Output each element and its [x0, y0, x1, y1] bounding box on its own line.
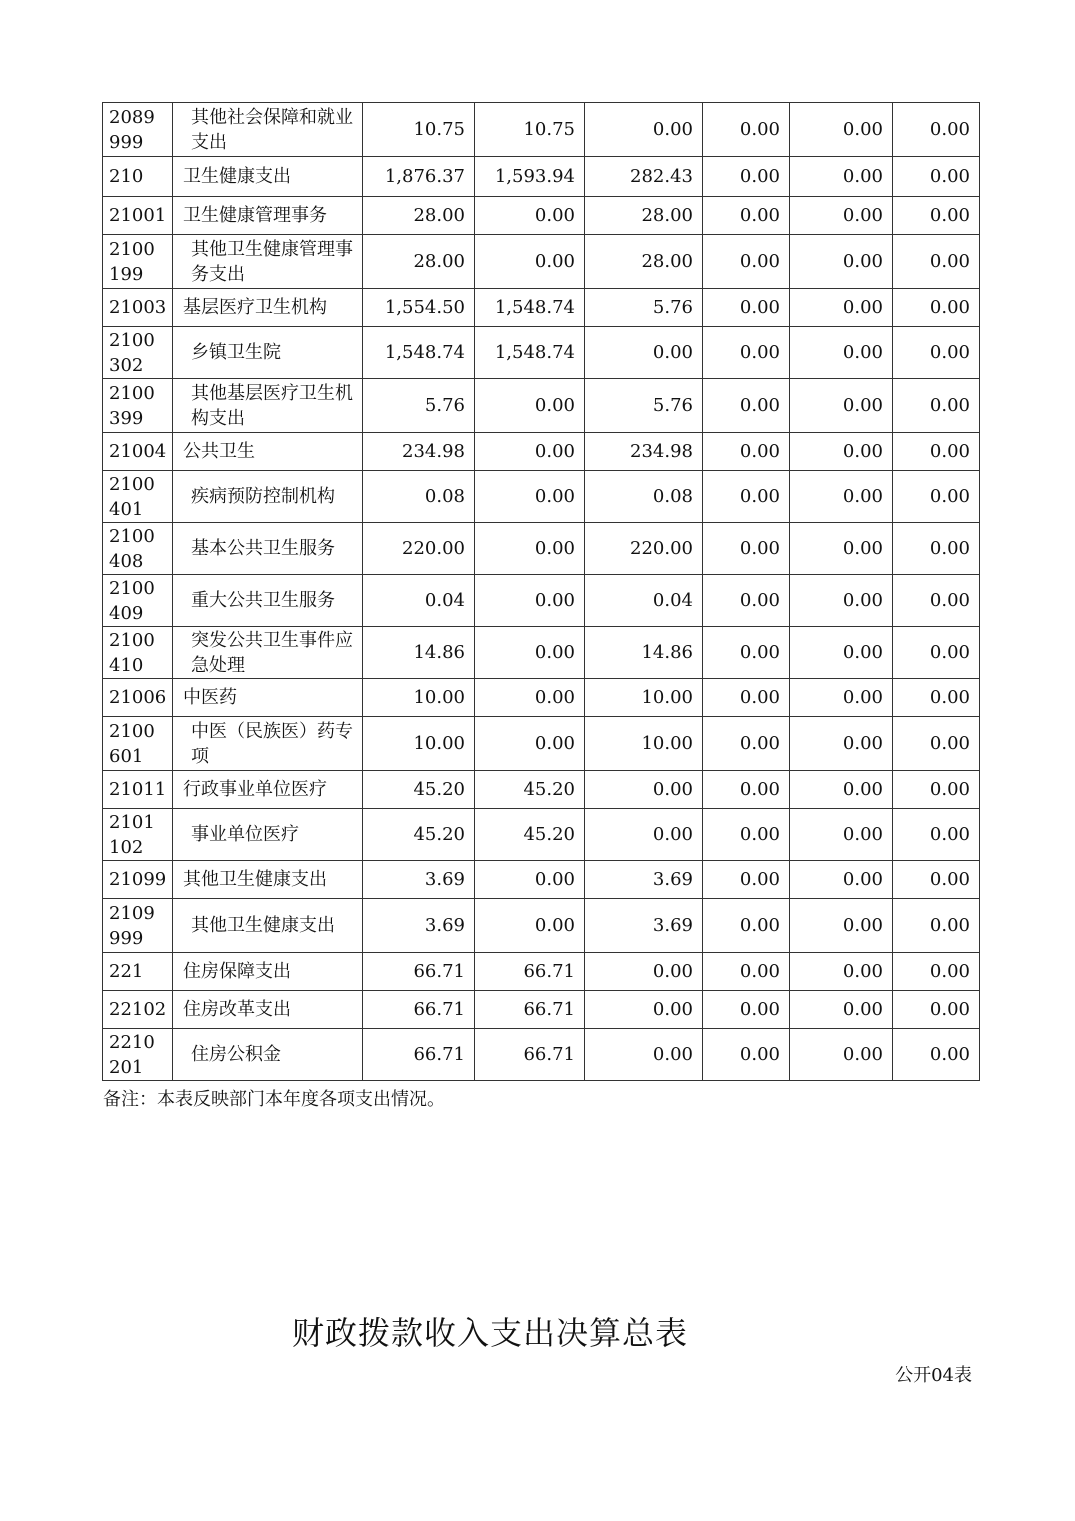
- row-value: 0.00: [703, 899, 790, 953]
- row-value: 0.00: [790, 433, 893, 471]
- row-value: 0.00: [893, 235, 980, 289]
- row-value: 66.71: [363, 991, 475, 1029]
- row-value: 0.00: [475, 575, 585, 627]
- expenditure-table: [102, 102, 980, 1081]
- row-name: 其他卫生健康管理事务支出: [173, 235, 363, 289]
- row-value: 0.00: [703, 327, 790, 379]
- row-value: 28.00: [363, 197, 475, 235]
- row-value: 0.00: [790, 1029, 893, 1081]
- row-value: 1,548.74: [475, 327, 585, 379]
- row-code: 22102: [103, 991, 173, 1029]
- table-row: [103, 679, 980, 717]
- row-value: 0.00: [893, 627, 980, 679]
- row-value: 0.00: [893, 379, 980, 433]
- row-value: 0.00: [790, 197, 893, 235]
- row-value: 0.00: [790, 899, 893, 953]
- row-code: 2100302: [103, 327, 173, 379]
- row-value: 0.00: [790, 471, 893, 523]
- row-value: 45.20: [363, 771, 475, 809]
- row-value: 0.00: [585, 103, 703, 157]
- row-code: 21099: [103, 861, 173, 899]
- row-name: 基本公共卫生服务: [173, 523, 363, 575]
- row-code: 21004: [103, 433, 173, 471]
- row-value: 0.00: [790, 679, 893, 717]
- row-value: 0.00: [475, 433, 585, 471]
- table-row: [103, 809, 980, 861]
- row-name: 疾病预防控制机构: [173, 471, 363, 523]
- row-name: 住房公积金: [173, 1029, 363, 1081]
- row-value: 0.00: [703, 627, 790, 679]
- row-value: 0.00: [893, 899, 980, 953]
- table-row: [103, 379, 980, 433]
- table-note: 备注：本表反映部门本年度各项支出情况。: [103, 1089, 445, 1110]
- row-value: 0.00: [585, 809, 703, 861]
- row-value: 0.00: [790, 991, 893, 1029]
- row-value: 0.00: [585, 327, 703, 379]
- row-value: 1,593.94: [475, 157, 585, 197]
- row-value: 0.00: [893, 953, 980, 991]
- row-value: 0.00: [790, 523, 893, 575]
- row-code: 2100399: [103, 379, 173, 433]
- row-code: 2100401: [103, 471, 173, 523]
- row-value: 0.00: [790, 809, 893, 861]
- row-value: 220.00: [585, 523, 703, 575]
- row-value: 0.00: [585, 953, 703, 991]
- row-value: 0.00: [790, 627, 893, 679]
- row-value: 10.75: [475, 103, 585, 157]
- row-code: 21001: [103, 197, 173, 235]
- row-value: 0.00: [790, 717, 893, 771]
- row-value: 0.00: [475, 717, 585, 771]
- row-value: 0.00: [703, 1029, 790, 1081]
- row-value: 0.00: [703, 771, 790, 809]
- row-value: 14.86: [363, 627, 475, 679]
- row-code: 2101102: [103, 809, 173, 861]
- row-value: 234.98: [585, 433, 703, 471]
- row-value: 3.69: [363, 861, 475, 899]
- row-name: 卫生健康管理事务: [173, 197, 363, 235]
- row-value: 0.08: [585, 471, 703, 523]
- row-name: 公共卫生: [173, 433, 363, 471]
- table-row: [103, 627, 980, 679]
- row-name: 卫生健康支出: [173, 157, 363, 197]
- row-value: 45.20: [363, 809, 475, 861]
- row-code: 2100410: [103, 627, 173, 679]
- row-name: 住房保障支出: [173, 953, 363, 991]
- row-value: 0.04: [585, 575, 703, 627]
- row-value: 0.08: [363, 471, 475, 523]
- row-value: 66.71: [363, 1029, 475, 1081]
- row-value: 0.00: [585, 991, 703, 1029]
- row-value: 0.00: [703, 471, 790, 523]
- row-code: 2100199: [103, 235, 173, 289]
- row-value: 14.86: [585, 627, 703, 679]
- table-row: [103, 953, 980, 991]
- row-value: 0.00: [475, 471, 585, 523]
- row-value: 0.00: [703, 861, 790, 899]
- table-row: [103, 327, 980, 379]
- table-tag: 公开04表: [895, 1365, 972, 1386]
- row-value: 10.75: [363, 103, 475, 157]
- row-value: 0.00: [790, 157, 893, 197]
- row-value: 0.00: [475, 523, 585, 575]
- row-value: 1,554.50: [363, 289, 475, 327]
- row-value: 0.00: [893, 717, 980, 771]
- table-row: [103, 899, 980, 953]
- row-value: 0.00: [790, 289, 893, 327]
- row-value: 0.00: [475, 235, 585, 289]
- row-value: 0.00: [475, 899, 585, 953]
- row-value: 0.00: [703, 379, 790, 433]
- row-value: 66.71: [475, 991, 585, 1029]
- row-code: 2100601: [103, 717, 173, 771]
- row-value: 45.20: [475, 771, 585, 809]
- row-value: 0.00: [703, 523, 790, 575]
- row-value: 0.00: [703, 433, 790, 471]
- row-value: 234.98: [363, 433, 475, 471]
- row-value: 0.00: [703, 235, 790, 289]
- row-value: 0.00: [893, 103, 980, 157]
- row-value: 0.00: [893, 771, 980, 809]
- row-value: 0.00: [703, 157, 790, 197]
- row-value: 0.00: [893, 433, 980, 471]
- row-value: 0.00: [585, 1029, 703, 1081]
- row-value: 10.00: [363, 717, 475, 771]
- row-value: 1,548.74: [363, 327, 475, 379]
- row-value: 5.76: [363, 379, 475, 433]
- row-value: 3.69: [585, 861, 703, 899]
- row-code: 21011: [103, 771, 173, 809]
- row-value: 0.00: [790, 327, 893, 379]
- row-value: 0.00: [893, 679, 980, 717]
- row-name: 其他卫生健康支出: [173, 861, 363, 899]
- row-value: 282.43: [585, 157, 703, 197]
- row-value: 0.00: [893, 1029, 980, 1081]
- row-value: 0.00: [893, 157, 980, 197]
- next-section-title: 财政拨款收入支出决算总表: [291, 1314, 688, 1352]
- table-row: [103, 157, 980, 197]
- row-value: 0.00: [585, 771, 703, 809]
- row-name: 事业单位医疗: [173, 809, 363, 861]
- row-code: 2109999: [103, 899, 173, 953]
- row-value: 0.00: [703, 289, 790, 327]
- row-name: 住房改革支出: [173, 991, 363, 1029]
- row-value: 0.00: [475, 627, 585, 679]
- table-row: [103, 991, 980, 1029]
- row-value: 5.76: [585, 379, 703, 433]
- row-value: 0.00: [893, 809, 980, 861]
- row-name: 突发公共卫生事件应急处理: [173, 627, 363, 679]
- row-value: 0.00: [893, 197, 980, 235]
- row-name: 重大公共卫生服务: [173, 575, 363, 627]
- row-name: 其他基层医疗卫生机构支出: [173, 379, 363, 433]
- row-value: 0.00: [703, 717, 790, 771]
- row-value: 0.00: [893, 327, 980, 379]
- table-row: [103, 523, 980, 575]
- row-value: 0.00: [893, 289, 980, 327]
- row-value: 1,876.37: [363, 157, 475, 197]
- row-value: 0.00: [703, 809, 790, 861]
- row-value: 0.00: [703, 197, 790, 235]
- row-value: 10.00: [585, 679, 703, 717]
- row-value: 0.00: [703, 679, 790, 717]
- row-code: 21006: [103, 679, 173, 717]
- row-value: 0.00: [703, 953, 790, 991]
- table-row: [103, 575, 980, 627]
- row-value: 1,548.74: [475, 289, 585, 327]
- table-row: [103, 235, 980, 289]
- table-row: [103, 861, 980, 899]
- row-value: 28.00: [585, 235, 703, 289]
- row-value: 0.00: [790, 953, 893, 991]
- row-name: 基层医疗卫生机构: [173, 289, 363, 327]
- row-name: 中医（民族医）药专项: [173, 717, 363, 771]
- row-code: 2100408: [103, 523, 173, 575]
- row-value: 45.20: [475, 809, 585, 861]
- row-value: 0.00: [893, 575, 980, 627]
- table-row: [103, 717, 980, 771]
- row-value: 0.04: [363, 575, 475, 627]
- row-name: 中医药: [173, 679, 363, 717]
- row-value: 5.76: [585, 289, 703, 327]
- row-value: 0.00: [703, 103, 790, 157]
- row-value: 0.00: [893, 471, 980, 523]
- row-name: 行政事业单位医疗: [173, 771, 363, 809]
- row-value: 66.71: [475, 1029, 585, 1081]
- row-value: 220.00: [363, 523, 475, 575]
- table-row: [103, 771, 980, 809]
- row-code: 2089999: [103, 103, 173, 157]
- table-row: [103, 197, 980, 235]
- row-value: 0.00: [475, 197, 585, 235]
- row-value: 0.00: [893, 991, 980, 1029]
- row-name: 其他卫生健康支出: [173, 899, 363, 953]
- row-value: 0.00: [703, 575, 790, 627]
- row-value: 0.00: [475, 861, 585, 899]
- table-row: [103, 289, 980, 327]
- row-value: 66.71: [475, 953, 585, 991]
- row-value: 0.00: [790, 771, 893, 809]
- row-value: 3.69: [363, 899, 475, 953]
- row-code: 210: [103, 157, 173, 197]
- row-value: 0.00: [475, 379, 585, 433]
- row-value: 0.00: [475, 679, 585, 717]
- row-value: 0.00: [893, 861, 980, 899]
- row-name: 其他社会保障和就业支出: [173, 103, 363, 157]
- row-value: 10.00: [363, 679, 475, 717]
- row-name: 乡镇卫生院: [173, 327, 363, 379]
- row-value: 0.00: [790, 379, 893, 433]
- row-value: 28.00: [363, 235, 475, 289]
- row-value: 66.71: [363, 953, 475, 991]
- table-row: [103, 471, 980, 523]
- row-value: 0.00: [790, 103, 893, 157]
- table-row: [103, 1029, 980, 1081]
- row-value: 0.00: [790, 235, 893, 289]
- row-code: 2210201: [103, 1029, 173, 1081]
- table-row: [103, 433, 980, 471]
- row-code: 2100409: [103, 575, 173, 627]
- row-code: 21003: [103, 289, 173, 327]
- row-value: 10.00: [585, 717, 703, 771]
- row-value: 0.00: [703, 991, 790, 1029]
- table-row: [103, 103, 980, 157]
- row-value: 0.00: [790, 861, 893, 899]
- row-value: 3.69: [585, 899, 703, 953]
- row-value: 0.00: [893, 523, 980, 575]
- row-code: 221: [103, 953, 173, 991]
- row-value: 28.00: [585, 197, 703, 235]
- row-value: 0.00: [790, 575, 893, 627]
